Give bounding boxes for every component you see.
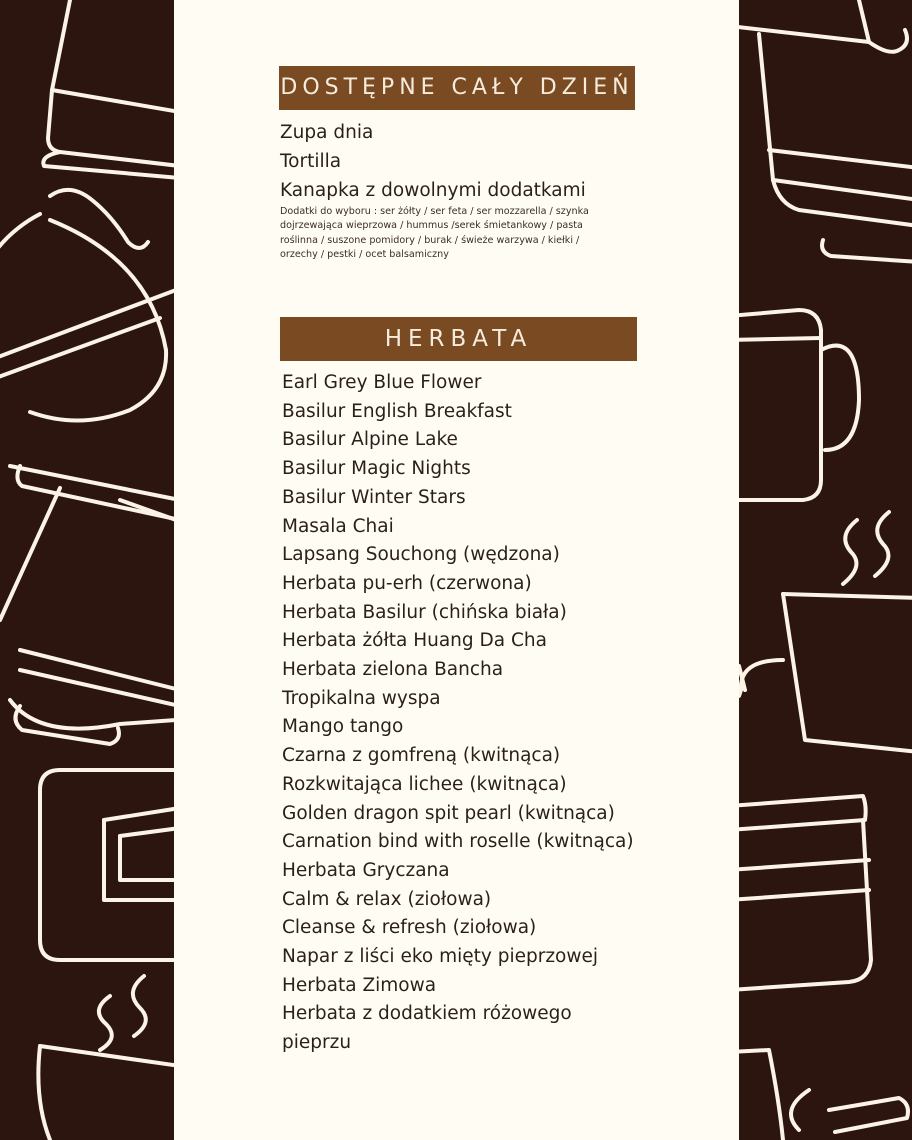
list-item: Herbata Basilur (chińska biała) — [282, 601, 567, 623]
french-press-icon — [739, 0, 912, 262]
list-item: Mango tango — [282, 716, 404, 738]
list-item: Herbata zielona Bancha — [282, 659, 504, 681]
list-item: Masala Chai — [282, 515, 394, 537]
section-title-tea: HERBATA — [280, 317, 637, 361]
teapot-icon — [0, 190, 174, 421]
list-item: Calm & relax (ziołowa) — [282, 888, 492, 910]
list-item: Cleanse & refresh (ziołowa) — [282, 917, 537, 939]
list-item: Herbata Gryczana — [282, 859, 450, 881]
menu-panel — [174, 0, 739, 1140]
right-decorative-border — [739, 0, 912, 1140]
list-item: Basilur Magic Nights — [282, 458, 471, 480]
list-item: Czarna z gomfreną (kwitnąca) — [282, 745, 561, 767]
list-item: Kanapka z dowolnymi dodatkami — [280, 179, 586, 201]
list-item: Lapsang Souchong (wędzona) — [282, 544, 560, 566]
list-item: Basilur English Breakfast — [282, 400, 512, 422]
mug-icon — [739, 310, 859, 500]
list-item: Herbata Zimowa — [282, 974, 437, 996]
list-item: Earl Grey Blue Flower — [282, 372, 482, 393]
coffee-pot-icon — [43, 0, 174, 178]
tea-items-list — [282, 369, 722, 1058]
left-decorative-border — [0, 0, 174, 1140]
list-item: Herbata żółta Huang Da Cha — [282, 630, 547, 652]
list-item: Basilur Winter Stars — [282, 486, 466, 508]
steaming-cup-icon — [38, 976, 174, 1140]
coffee-jar-icon — [739, 796, 871, 990]
list-item: Rozkwitająca lichee (kwitnąca) — [282, 773, 567, 795]
moka-pot-icon — [0, 466, 174, 744]
steaming-cup-icon — [739, 512, 912, 752]
list-item: Basilur Alpine Lake — [282, 429, 458, 451]
list-item: Herbata z dodatkiem różowego pieprzu — [282, 1003, 572, 1054]
list-item: Tortilla — [280, 150, 342, 172]
list-item: Tropikalna wyspa — [282, 687, 441, 709]
sandwich-toppings-note: Dodatki do wyboru : ser żółty / ser feta / ser mozzarella / szynka dojrzewająca wieprzowa / hummus /serek śmietankowy / pasta roślinna / suszone pomidory / burak / świeże warzywa / kiełki / orzechy / pestki / ocet balsamiczny — [280, 206, 589, 261]
list-item: Zupa dnia — [280, 122, 374, 143]
coffee-pot-icon — [739, 1050, 908, 1140]
section-title-all-day: DOSTĘPNE CAŁY DZIEŃ — [279, 66, 635, 110]
list-item: Herbata pu-erh (czerwona) — [282, 572, 532, 594]
list-item: Napar z liści eko mięty pieprzowej — [282, 946, 598, 968]
all-day-items-list — [280, 119, 586, 205]
list-item: Carnation bind with roselle (kwitnąca) — [282, 831, 634, 853]
list-item: Golden dragon spit pearl (kwitnąca) — [282, 802, 615, 824]
coffee-machine-icon — [40, 770, 174, 960]
